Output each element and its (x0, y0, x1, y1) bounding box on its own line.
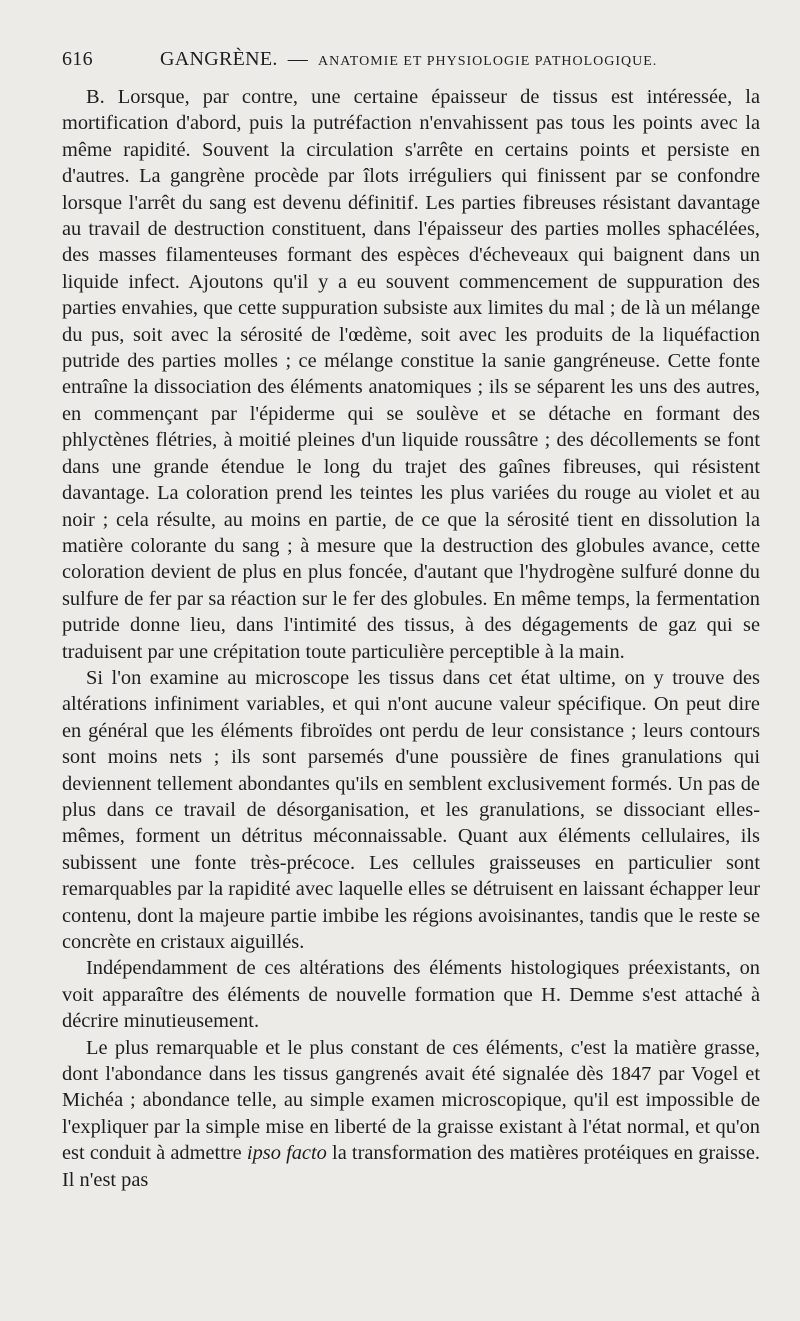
page-number: 616 (62, 48, 93, 70)
text-segment: Le plus remarquable et le plus constant de ces éléments, c'est la matière grasse, dont l'abondance dans les tissus gangrenés avait été signalée dès 1847 par Vogel et Michéa ; abondance telle, au simple examen microscopique, qu'il est impossible de l'expliquer par la simple mise en liberté de la graisse existant à l'état normal, et qu'on est conduit à admettre (62, 1036, 760, 1165)
running-title: GANGRÈNE. (160, 48, 278, 70)
paragraph-microscopic-alterations: Si l'on examine au microscope les tissus dans cet état ultime, on y trouve des altérations infiniment variables, et qui n'ont aucune valeur spécifique. On peut dire en général que les éléments fibroïdes ont perdu de leur consistance ; leurs contours sont moins nets ; ils sont parsemés d'une poussière de fines granulations qui deviennent tellement abondantes qu'ils en semblent exclusivement formés. Un pas de plus dans ce travail de désorganisation, et les granulations, se dissociant elles-mêmes, forment un détritus méconnaissable. Quant aux éléments cellulaires, ils subissent une fonte très-précoce. Les cellules graisseuses en particulier sont remarquables par la rapidité avec laquelle elles se détruisent en laissant échapper leur contenu, dont la majeure partie imbibe les régions avoisinantes, tandis que le reste se concrète en cristaux aiguillés. (62, 666, 760, 953)
running-header (62, 48, 760, 84)
body-text (62, 84, 760, 1193)
running-separator: — (287, 48, 309, 70)
text-segment: la transformation des matières protéiques en graisse. Il n'est pas (62, 1142, 760, 1191)
running-subtitle: ANATOMIE ET PHYSIOLOGIE PATHOLOGIQUE. (318, 54, 658, 69)
paragraph-fatty-matter (62, 1035, 760, 1193)
paragraph-new-elements: Indépendamment de ces altérations des éléments histologiques préexistants, on voit apparaître des éléments de nouvelle formation que H. Demme s'est attaché à décrire minutieusement. (62, 957, 760, 1033)
paragraph-gangrene-progression: B. Lorsque, par contre, une certaine épaisseur de tissus est intéressée, la mortification d'abord, puis la putréfaction n'envahissent pas tous les points avec la même rapidité. Souvent la circulation s'arrête en certains points et persiste en d'autres. La gangrène procède par îlots irréguliers qui finissent par se confondre lorsque l'arrêt du sang est devenu définitif. Les parties fibreuses résistant davantage au travail de destruction constituent, dans l'épaisseur des parties molles sphacélées, des masses filamenteuses formant des espèces d'écheveaux qui baignent dans un liquide infect. Ajoutons qu'il y a eu souvent commencement de suppuration des parties envahies, que cette suppuration subsiste aux limites du mal ; de là un mélange du pus, soit avec la sérosité de l'œdème, soit avec les produits de la liquéfaction putride des parties molles ; ce mélange constitue la sanie gangréneuse. Cette fonte entraîne la dissociation des éléments anatomiques ; ils se séparent les uns des autres, en commençant par l'épiderme qui se soulève et se détache en formant des phlyctènes flétries, à moitié pleines d'un liquide roussâtre ; des décollements se font dans une grande étendue le long du trajet des gaînes fibreuses, qui résistent davantage. La coloration prend les teintes les plus variées du rouge au violet et au noir ; cela résulte, au moins en partie, de ce que la sérosité tient en dissolution la matière colorante du sang ; à mesure que la destruction des globules avance, cette coloration devient de plus en plus foncée, d'autant que l'hydrogène sulfuré donne du sulfure de fer par sa réaction sur le fer des globules. En même temps, la fermentation putride donne lieu, dans l'intimité des tissus, à des dégagements de gaz qui se traduisent par une crépitation toute particulière perceptible à la main. (62, 86, 760, 663)
italic-phrase: ipso facto (246, 1142, 327, 1165)
